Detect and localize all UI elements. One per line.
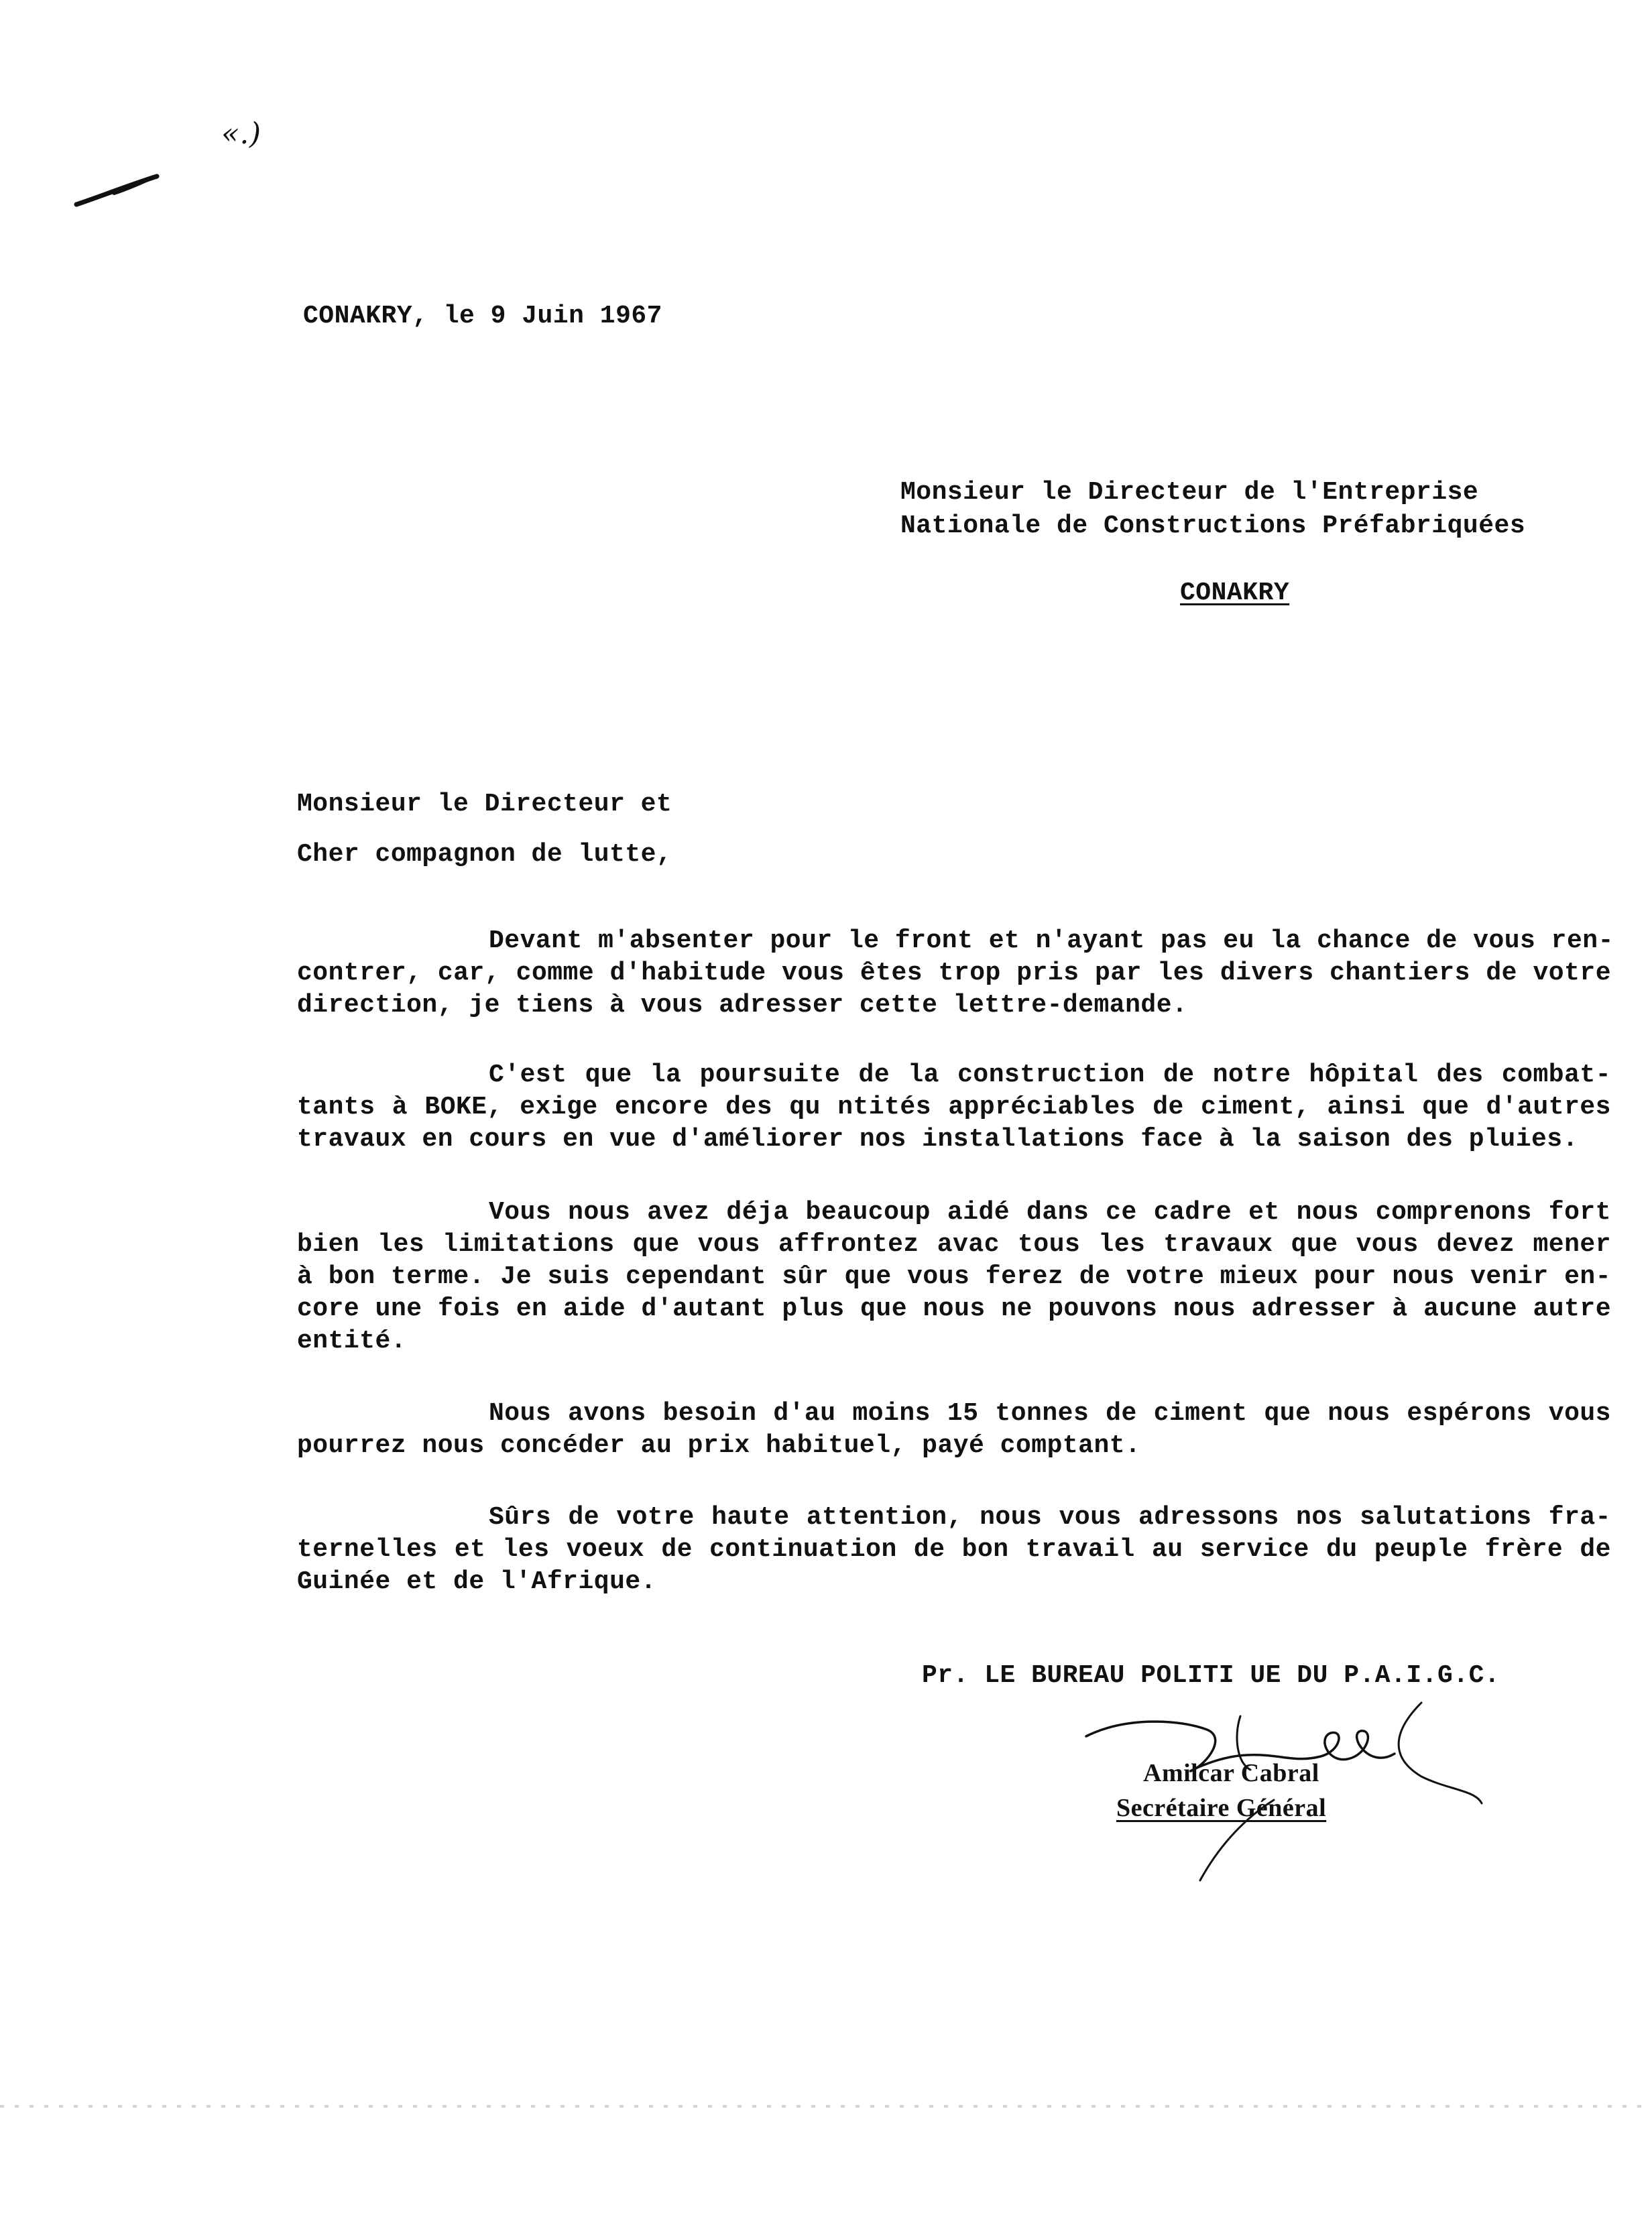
- paragraph-line: entité.: [297, 1327, 407, 1355]
- recipient-line-2: Nationale de Constructions Préfabriquées: [900, 511, 1526, 540]
- closing-on-behalf: Pr. LE BUREAU POLITI UE DU P.A.I.G.C.: [922, 1661, 1500, 1690]
- scan-artifact-line: [0, 2105, 1652, 2108]
- pen-stroke-mark: [74, 171, 161, 211]
- corner-handwritten-mark: «.): [221, 117, 261, 151]
- paragraph-line: Nous avons besoin d'au moins 15 tonnes de ciment que nous espérons vous: [489, 1399, 1611, 1428]
- paragraph-line: C'est que la poursuite de la construction de notre hôpital des combat-: [489, 1061, 1611, 1089]
- body-paragraph: [297, 1398, 1611, 1462]
- paragraph-line: à bon terme. Je suis cependant sûr que vous ferez de votre mieux pour nous venir en-: [297, 1262, 1611, 1291]
- salutation-line-2: Cher compagnon de lutte,: [297, 840, 672, 869]
- paragraph-line: direction, je tiens à vous adresser cette lettre-demande.: [297, 991, 1188, 1020]
- paragraph-line: Devant m'absenter pour le front et n'ayant pas eu la chance de vous ren-: [489, 926, 1614, 955]
- paragraph-line: travaux en cours en vue d'améliorer nos installations face à la saison des pluies.: [297, 1125, 1578, 1154]
- date-line: CONAKRY, le 9 Juin 1967: [303, 302, 662, 330]
- salutation-line-1: Monsieur le Directeur et: [297, 790, 672, 819]
- signatory-title: Secrétaire Général: [1116, 1794, 1327, 1822]
- body-paragraph: [297, 1502, 1611, 1598]
- body-paragraph: [297, 925, 1614, 1022]
- paragraph-line: Sûrs de votre haute attention, nous vous adressons nos salutations fra-: [489, 1503, 1611, 1532]
- body-paragraph: [297, 1197, 1611, 1358]
- recipient-line-1: Monsieur le Directeur de l'Entreprise: [900, 478, 1479, 507]
- paragraph-line: contrer, car, comme d'habitude vous êtes trop pris par les divers chantiers de votre: [297, 959, 1611, 987]
- handwritten-signature: [1073, 1689, 1502, 1890]
- recipient-city: CONAKRY: [1180, 579, 1290, 607]
- paragraph-line: Vous nous avez déja beaucoup aidé dans ce cadre et nous comprenons fort: [489, 1198, 1611, 1227]
- paragraph-line: bien les limitations que vous affrontez avac tous les travaux que vous devez mener: [297, 1230, 1611, 1259]
- paragraph-line: pourrez nous concéder au prix habituel, payé comptant.: [297, 1431, 1141, 1460]
- paragraph-line: core une fois en aide d'autant plus que nous ne pouvons nous adresser à aucune autre: [297, 1294, 1611, 1323]
- body-paragraph: [297, 1059, 1611, 1156]
- signatory-name: Amilcar Cabral: [1143, 1759, 1319, 1787]
- paragraph-line: tants à BOKE, exige encore des qu ntités appréciables de ciment, ainsi que d'autres: [297, 1093, 1611, 1122]
- paragraph-line: Guinée et de l'Afrique.: [297, 1567, 656, 1596]
- paragraph-line: ternelles et les voeux de continuation de bon travail au service du peuple frère de: [297, 1535, 1611, 1564]
